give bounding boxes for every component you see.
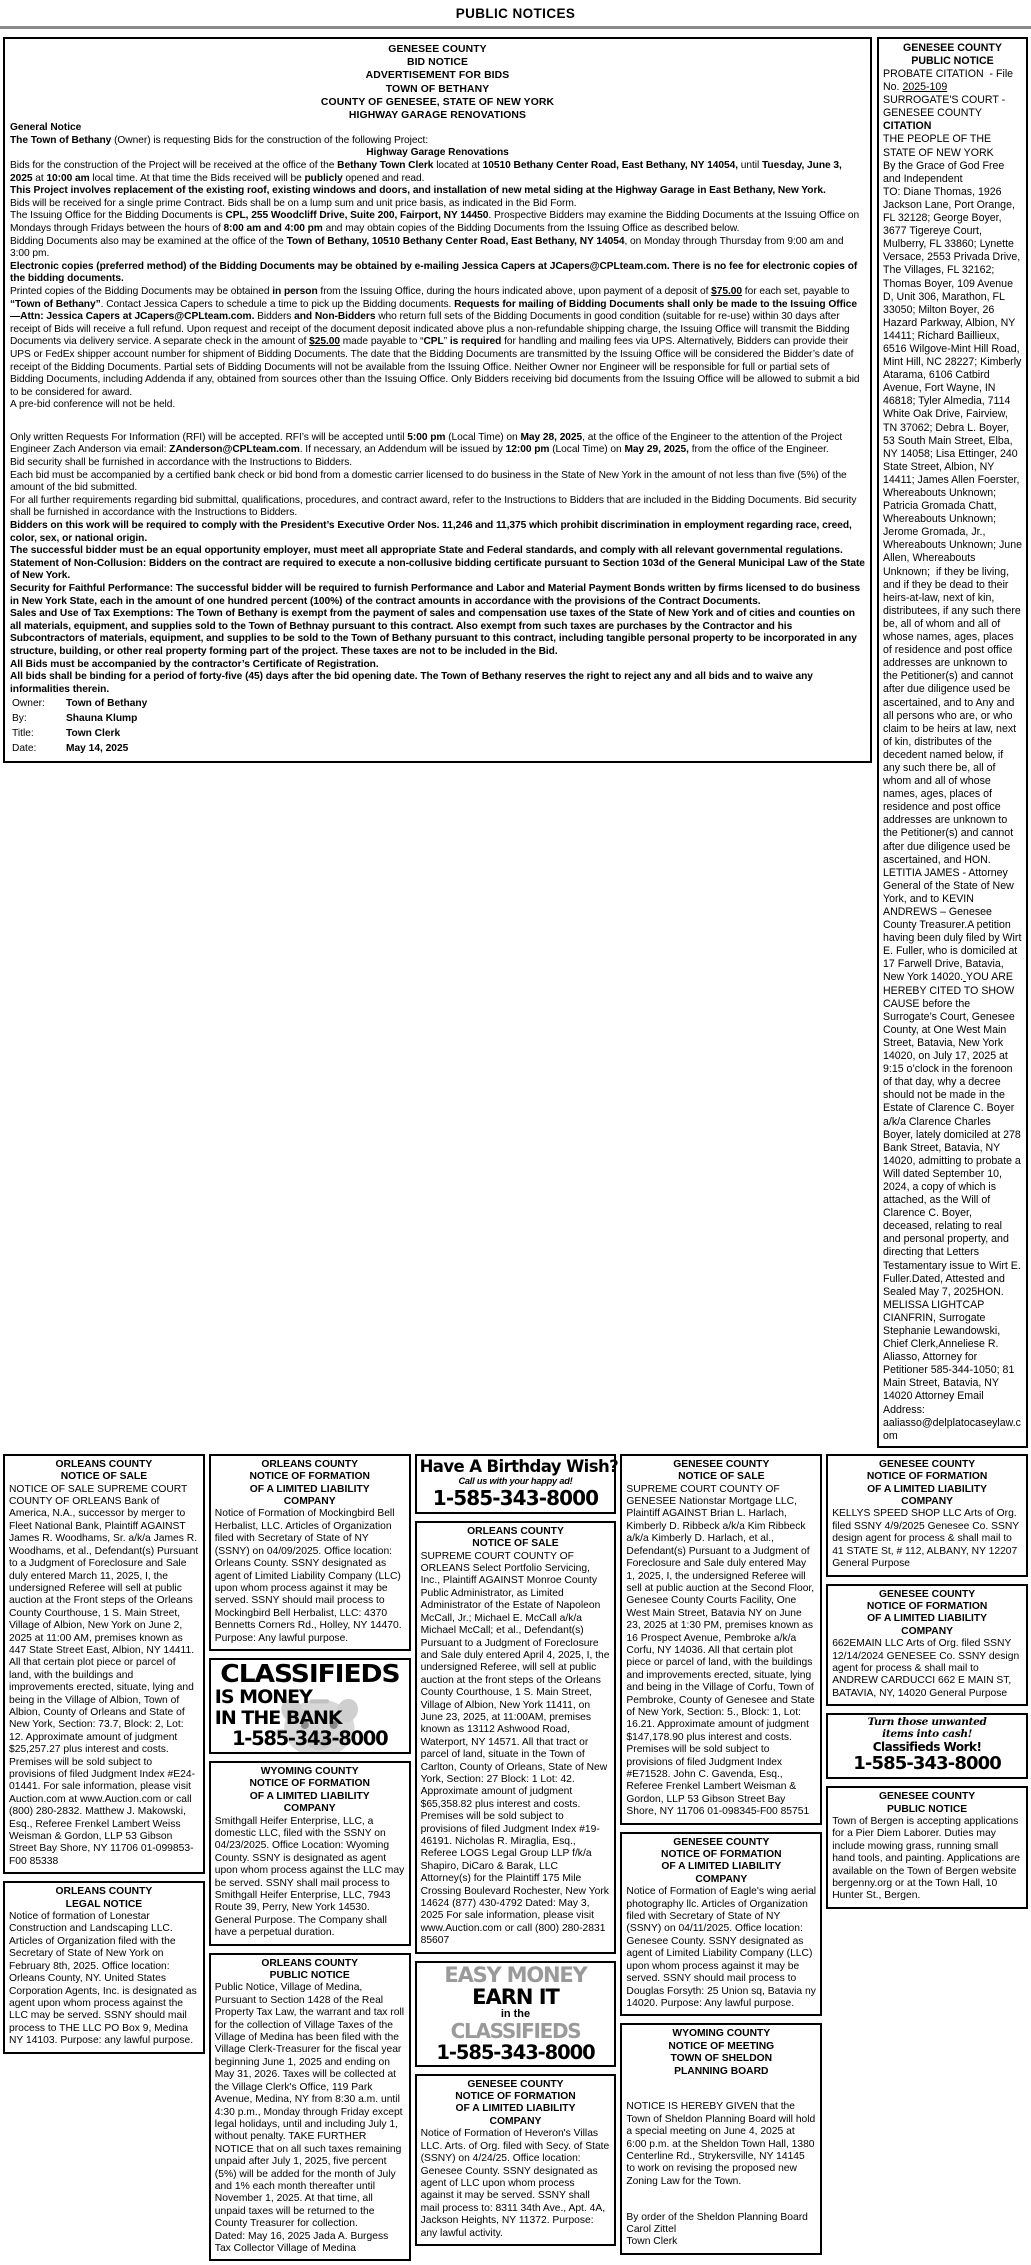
notice-card [415,1521,617,1954]
notice-title-line: NOTICE OF FORMATION [866,1471,988,1483]
bid-notice-heading [10,43,865,122]
notice-title-line: WYOMING COUNTY [260,1765,359,1777]
notice-title-line: NOTICE OF SALE [678,1471,765,1483]
notice-title-line: COMPANY [283,1803,336,1815]
notice-card [826,1786,1028,1909]
bid-paragraph: Bid security shall be furnished in accordance with the Instructions to Bidders. [10,457,353,469]
notice-column-5 [826,1454,1028,1909]
notice-title-line: OF A LIMITED LIABILITY [661,1861,782,1873]
top-notice-zone [0,37,1031,1448]
ad-line-1: Have A Birthday Wish? [419,1456,619,1476]
notice-title [832,1791,1022,1816]
notice-title [215,1958,405,1983]
notice-column-2 [209,1454,411,2262]
notice-body: SUPREME COURT COUNTY OF GENESEE Nationstar Mortgage LLC, Plaintiff AGAINST Brian L. Harlach, Kimberly D. Ribbeck a/k/a Kim Ribbeck a/k/a Kimberly D. Harlach, et al., Defendant(s) Pursuant to a Judgment of Foreclosure and Sale duly entered May 1, 2025, I, the undersigned Referee will sell at public auction at the Second Floor, Genesee County Courts Facility, One West Main Street, Batavia NY on June 23, 2025 at 1:30 PM, premises known as 16 Prospect Avenue, Pembroke a/k/a Corfu, NY 14036. All that certain plot piece or parcel of land, with the buildings and improvements erected, situate, lying and being in the Village of Corfu, Town of Pembroke, County of Genesee and State of New York, Section: 5., Block: 1, Lot: 16.21. Approximate amount of judgment $147,178.90 plus interest and costs. Premises will be sold subject to provisions of filed Judgment Index #E71528. John C. Gavenda, Esq., Referee Frenkel Lambert Weisman & Gordon, LLP 53 Gibson Street Bay Shore, NY 11706 01-098345-F00 85751 [626,1483,815,1818]
bid-paragraph: This Project involves replacement of the existing roof, existing windows and doors, and installation of new metal siding at the Highway Garage in East Bethany, New York. [10,185,826,197]
signature-row [12,713,147,726]
probate-body: PROBATE CITATION - File No. 2025-109 SURROGATE'S COURT - GENESEE COUNTY CITATION THE PEOPLE OF THE STATE OF NEW YORK By the Grace of God Free and Independent TO: Diane Thomas, 1926 Jackson Lane, Port Orange, FL 32128; George Boyer, 3677 Tigereye Court, Mulberry, FL 33860; Lynette Versace, 2553 Privada Drive, The Villages, FL 32162; Thomas Boyer, 109 Avenue D, Unit 306, Marathon, FL 33050; Milton Boyer, 26 Hazard Parkway, Albion, NY 14411; Richard Baillieux, 6516 Wilgove-Mint Hill Road, Mint Hill, NC 28227; Kimberly Atarama, 6106 Catbird Avenue, Fort Wayne, IN 46818; Tyler Almedia, 7114 White Oak Drive, Fairview, TN 37062; Debra L. Boyer, 53 South Main Street, Elba, NY 14058; Lisa Ettinger, 240 State Street, Albion, NY 14411; James Allen Foerster, Whereabouts Unknown; Patricia Gromada Chatt, Whereabouts Unknown; Jerome Gromada, Jr., Whereabouts Unknown; June Allen, Whereabouts Unknown; if they be living, and if they be dead to their heirs-at-law, next of kin, distributees, if any such there be, all of whom and all of whose names, ages, places of residence and post office addresses are unknown to the Petitioner(s) and cannot after due diligence used be ascertained, and to Any and all persons who are, or who claim to be heirs at law, next of kin, distributes of the decedent named below, if any such there be, all of whom and all of whose names, ages, places of residence and post office addresses are unknown to the Petitioner(s) and cannot after due diligence used be ascertained, and HON. LETITIA JAMES - Attorney General of the State of New York, and to KEVIN ANDREWS – Genesee County Treasurer.A petition having been duly filed by Wirt E. Fuller, who is domiciled at 17 Farwell Drive, Batavia, New York 14020. YOU ARE HEREBY CITED TO SHOW CAUSE before the Surrogate’s Court, Genesee County, at One West Main Street, Batavia, New York 14020, on July 17, 2025 at 9:15 o’clock in the forenoon of that day, why a decree should not be made in the Estate of Clarence C. Boyer a/k/a Clarence Charles Boyer, lately domiciled at 278 Bank Street, Batavia, NY 14020, admitting to probate a Will dated September 10, 2024, a copy of which is attached, as the Will of Clarence C. Boyer, deceased, relating to real and personal property, and directing that Letters Testamentary issue to Wirt E. Fuller.Dated, Attested and Sealed May 7, 2025HON. MELISSA LIGHTCAP CIANFRIN, Surrogate Stephanie Lewandowski, Chief Clerk,Anneliese R. Aliasso, Attorney for Petitioner 585-344-1050; 81 Main Street, Batavia, NY 14020 Attorney Email Address: aaliasso@delplatocaseylaw.com [883,68,1022,1442]
classified-notice-columns [0,1448,1031,2265]
notice-title-line: LEGAL NOTICE [65,1898,143,1910]
notice-title-line: NOTICE OF SALE [60,1471,148,1483]
bid-heading-line: GENESEE COUNTY [388,44,487,55]
notice-title [215,1459,405,1509]
bid-paragraph: Bids for the construction of the Project will be received at the office of the Bethany Town Clerk located at 10510 Bethany Center Road, East Bethany, NY 14054, until Tuesday, June 3, 2025 at 10:00 am local time. At that time the Bids received will be publicly opened and read. [10,160,842,184]
signature-row [12,728,147,741]
probate-citation-box [877,37,1028,1448]
notice-title-line: NOTICE OF SALE [472,1538,559,1550]
notice-title-line: COMPANY [283,1496,336,1508]
notice-title-line: NOTICE OF FORMATION [455,2091,576,2103]
notice-title-line: ORLEANS COUNTY [55,1886,153,1898]
notice-title-line: ORLEANS COUNTY [467,1525,564,1537]
notice-title-line: OF A LIMITED LIABILITY [867,1483,988,1495]
probate-title [883,42,1022,68]
bid-heading-line: TOWN OF BETHANY [385,83,490,95]
signature-value: Town of Bethany [66,698,148,710]
notice-title [421,1526,611,1551]
notice-card [3,1454,205,1874]
notice-title-line: GENESEE COUNTY [879,1791,976,1803]
notice-title-line: ORLEANS COUNTY [261,1458,359,1470]
notice-title [421,2079,611,2129]
ad-phone-number[interactable]: 1-585-343-8000 [232,1726,388,1750]
notice-title-line: OF A LIMITED LIABILITY [455,2103,576,2115]
ad-line-1: EASY MONEY [444,1962,587,1987]
bid-paragraph: A pre-bid conference will not be held. [10,399,176,411]
ad-line-2: items into cash! [882,1727,973,1740]
ad-line-4: CLASSIFIEDS [450,2018,581,2043]
ad-line-1: CLASSIFIEDS [220,1658,400,1688]
turn-unwanted-items-ad[interactable] [826,1713,1028,1779]
bid-paragraph: Bidding Documents also may be examined at the office of the Town of Bethany, 10510 Bethany Center Road, East Bethany, NY 14054, on Monday through Thursday from 9:00 am and 3:00 pm. [10,235,844,260]
notice-body: Town of Bergen is accepting applications for a Pier Diem Laborer. Duties may include mowing grass, running small hand tools, and painting. Applications are available on the Town of Bergen website bergenny.org or at the Town Hall, 10 Hunter St., Bergen. [832,1815,1020,1902]
bid-paragraph: Bidders on this work will be required to comply with the President’s Executive Order Nos. 11,246 and 11,375 which prohibit discrimination in employment regarding race, creed, color, sex, or national origin. [10,520,852,544]
notice-body: Notice of Formation of Heveron's Villas LLC. Arts. of Org. filed with Secy. of State (SSNY) on 4/24/25. Office location: Genesee County. SSNY designated as agent of LLC upon whom process against it may be served. SSNY shall mail process to: 8311 34th Ave., Apt. 4A, Jackson Heights, NY 11372. Purpose: any lawful activity. [420,2128,610,2239]
ad-line-2: EARN IT [472,1984,559,2009]
notice-title-line: GENESEE COUNTY [467,2078,564,2090]
signature-label: Date: [12,742,37,754]
bid-heading-line: COUNTY OF GENESEE, STATE OF NEW YORK [320,96,555,108]
ad-phone-number[interactable]: 1-585-343-8000 [432,1485,599,1510]
notice-title-line: ORLEANS COUNTY [261,1957,359,1969]
bid-paragraph: All bids shall be binding for a period of forty-five (45) days after the bid opening date. The Town of Bethany reserves the right to reject any and all bids and to waive any informalities therein. [10,671,813,695]
notice-title-line: TOWN OF SHELDON [670,2053,773,2065]
notice-title-line: PLANNING BOARD [674,2065,769,2077]
bid-paragraph: All Bids must be accompanied by the contractor’s Certificate of Registration. [10,658,379,670]
notice-title [626,1459,816,1484]
birthday-wish-ad[interactable] [415,1454,617,1514]
notice-card [620,1454,822,1825]
bid-notice-signature-block [10,696,149,757]
bid-paragraph: For all further requirements regarding bid submittal, qualifications, procedures, and contract award, refer to the Instructions to Bidders that are included in the Bidding Documents. Bid security shall be furnished in accordance with the Instructions to Bidders. [10,494,857,519]
notice-title-line: ORLEANS COUNTY [55,1458,153,1470]
signature-row [12,743,147,756]
bid-paragraph: The successful bidder must be an equal opportunity employer, must meet all appropriate State and Federal standards, and comply with all relevant governmental regulations. [10,545,843,557]
notice-card [209,1761,411,1946]
bid-paragraph: The Town of Bethany (Owner) is requesting Bids for the construction of the following Project: [10,134,429,146]
signature-value: Shauna Klump [66,713,138,725]
notice-body: Smithgall Heifer Enterprise, LLC, a domestic LLC, filed with the SSNY on 04/23/2025. Office Location: Wyoming County. SSNY is designated as agent upon whom process against the LLC may be served. SSNY shall mail process to Smithgall Heifer Enterprise, LLC, 7943 Route 39, Perry, New York 14530. General Purpose. The Company shall have a perpetual duration. [214,1815,405,1939]
notice-title-line: GENESEE COUNTY [673,1458,770,1470]
notice-title [832,1459,1022,1509]
notice-body: Notice of Formation of Mockingbird Bell Herbalist, LLC. Articles of Organization filed with Secretary of State of NY (SSNY) on 04/09/2025. Office location: Orleans County. SSNY designated as agent of Limited Liability Company (LLC) upon whom process against it may be served. SSNY should mail process to Mockingbird Bell Herbalist, LLC: 4370 Bennetts Corners Rd., Holley, NY 14470. Purpose: Any lawful purpose. [214,1508,402,1644]
signature-row [12,698,147,711]
notice-body: NOTICE IS HEREBY GIVEN that the Town of Sheldon Planning Board will hold a special meeting on June 4, 2025 at 6:00 p.m. at the Sheldon Town Hall, 1380 Centerline Rd., Strykersville, NY 14145 to work on revising the proposed new Zoning Law for the Town. By order of the Sheldon Planning Board Carol Zittel Town Clerk [626,2101,816,2248]
ad-line-3: IN THE BANK [214,1706,342,1729]
notice-column-3 [415,1454,617,2246]
notice-card [3,1881,205,2053]
bid-paragraph: Printed copies of the Bidding Documents may be obtained in person from the Issuing Office, during the hours indicated above, upon payment of a deposit of $75.00 for each set, payable to “Town of Bethany”. Contact Jessica Capers to schedule a time to pick up the Bidding documents. Requests for mailing of Bidding Documents shall only be made to the Issuing Office—Attn: Jessica Capers at JCapers@CPLteam.com. Bidders and Non-Bidders who return full sets of the Bidding Documents in good condition (suitable for re-use) within 30 days after receipt of Bids will receive a full refund. Upon request and receipt of the document deposit indicated above plus a non-refundable shipping charge, the Issuing Office will transmit the Bidding Documents via delivery service. A separate check in the amount of $25.00 made payable to “CPL” is required for handling and mailing fees via UPS. Alternatively, Bidders can provide their UPS or FedEx shipper account number for shipment of Bidding Documents. The date that the Bidding Documents are transmitted by the Issuing Office will be considered the Bidder’s date of receipt of the Bidding Documents. Partial sets of Bidding Documents will not be available from the Issuing Office. Neither Owner nor Engineer will be responsible for full or partial sets of Bidding Documents, including Addenda if any, obtained from sources other than the Issuing Office. Only Bidders receiving bid documents from the Issuing Office will be allowed to submit a bid to be considered for award. [10,285,860,398]
ad-line-1: Turn those unwanted [867,1716,987,1729]
ad-phone-number[interactable]: 1-585-343-8000 [853,1753,1001,1775]
notice-card [415,2074,617,2246]
signature-value: Town Clerk [66,727,121,739]
ad-line-3: in the [500,2007,531,2020]
bid-paragraph: Sales and Use of Tax Exemptions: The Town of Bethany is exempt from the payment of sales and compensation use taxes of the State of New York and of cities and counties on all materials, equipment, and supplies sold to the Town of Bethnay pursuant to this contract. Also exempt from such taxes are purchases by the Contractor and his Subcontractors of materials, equipment, and supplies to be sold to the Town of Bethany pursuant to this contract, including tangible personal property to be incorporated in any structure, building, or other real property forming part of the project. These taxes are not to be included in the Bid. [10,608,857,657]
bid-paragraph: Bids will be received for a single prime Contract. Bids shall be on a lump sum and unit price basis, as indicated in the Bid Form. [10,197,577,209]
notice-title [9,1459,199,1484]
notice-title-line: OF A LIMITED LIABILITY [867,1613,988,1625]
notice-title-line: COMPANY [901,1625,954,1637]
signature-label: Title: [12,727,34,739]
signature-label: Owner: [12,698,45,710]
signature-value: May 14, 2025 [66,742,129,754]
notice-title-line: NOTICE OF FORMATION [661,1849,782,1861]
notice-title-line: COMPANY [489,2115,542,2127]
notice-card [826,1584,1028,1707]
notice-title-line: NOTICE OF FORMATION [866,1600,988,1612]
notice-title-line: WYOMING COUNTY [672,2028,771,2040]
ad-phone-number[interactable]: 1-585-343-8000 [436,2040,595,2064]
bid-paragraph: Security for Faithful Performance: The successful bidder will be required to furnish Performance and Labor and Material Payment Bonds written by firms licensed to do business in New York State, each in the amount of one hundred percent (100%) of the contract amounts in accordance with the provisions of the Contract Documents. [10,583,861,607]
notice-title [832,1589,1022,1639]
bid-paragraph: Each bid must be accompanied by a certified bank check or bid bond from a domestic carrier licensed to do business in the State of New York in the amount of not less than five (5%) of the amount of the bid submitted. [10,469,847,494]
bid-paragraph: The Issuing Office for the Bidding Documents is CPL, 255 Woodcliff Drive, Suite 200, Fairport, NY 14450. Prospective Bidders may examine the Bidding Documents at the Issuing Office on Mondays through Fridays between the hours of 8:00 am and 4:00 pm and may obtain copies of the Bidding Documents from the Issuing Office as described below. [10,210,860,234]
notice-title-line: GENESEE COUNTY [879,1458,976,1470]
notice-card [620,1832,822,2017]
notice-card [209,1454,411,1651]
notice-body: KELLYS SPEED SHOP LLC Arts of Org. filed SSNY 4/9/2025 Genesee Co. SSNY design agent for process & shall mail to 41 STATE St, # 112, ALBANY, NY 12207 General Purpose [832,1508,1019,1570]
notice-title-line: NOTICE OF FORMATION [249,1778,370,1790]
notice-title-line: NOTICE OF MEETING [668,2040,775,2052]
notice-body: Notice of Formation of Eagle's wing aerial photography llc. Articles of Organization filed with Secretary of State of NY (SSNY) on 04/11/2025. Office location: Genesee County. SSNY designated as agent of Limited Liability Company (LLC) upon whom process against it may be served. SSNY should mail process to Douglas Forsyth: 25 Union sq, Batavia ny 14020. Purpose: Any lawful purpose. [626,1886,817,2009]
classifieds-money-in-the-bank-ad[interactable] [209,1658,411,1754]
bid-heading-line: BID NOTICE [406,57,469,69]
bid-paragraph-gap [10,412,865,432]
notice-column-1 [3,1454,205,2054]
notice-title-line: OF A LIMITED LIABILITY [249,1483,370,1495]
notice-title-line: PUBLIC NOTICE [887,1803,968,1815]
bid-paragraph: Only written Requests For Information (RFI) will be accepted. RFI’s will be accepted until 5:00 pm (Local Time) on May 28, 2025, at the office of the Engineer to the attention of the Project Engineer Zach Anderson via email: ZAnderson@CPLteam.com. If necessary, an Addendum will be issued by 12:00 pm (Local Time) on May 29, 2025, from the office of the Engineer. [10,431,843,456]
notice-title-line: GENESEE COUNTY [879,1588,976,1600]
signature-label: By: [12,713,27,725]
notice-title [626,2028,816,2078]
notice-title [626,1837,816,1887]
ad-line-2: Call us with your happy ad! [458,1475,573,1486]
probate-title-line: GENESEE COUNTY [903,42,1002,54]
notice-body: NOTICE OF SALE SUPREME COURT COUNTY OF ORLEANS Bank of America, N.A., successor by merger to Fleet National Bank, Plaintiff AGAINST James R. Woodhams, Sr. a/k/a James R. Woodhams, et al., Defendant(s) Pursuant to a Judgment of Foreclosure and Sale duly entered March 11, 2025, I, the undersigned Referee will sell at public auction at the Front steps of the Orleans County Courthouse, 1 S. Main Street, Village of Albion, New York on June 2, 2025 at 11:00 AM, premises known as 447 State Street East, Albion, NY 14411. All that certain plot piece or parcel of land, with the buildings and improvements erected, situate, lying and being in the Village of Albion, Town of Albion, County of Orleans and State of New York, Section: 73.7, Block: 2, Lot: 12. Approximate amount of judgment $25,257.27 plus interest and costs. Premises will be sold subject to provisions of filed Judgment Index #E24-01441. For sale information, please visit Auction.com at www.Auction.com or call (800) 280-2832. Matthew J. Makowski, Esq., Referee Frenkel Lambert Weiss Weisman & Gordon, LLP 53 Gibson Street Bay Shore, NY 11706 01-099853-F00 85338 [9,1483,199,1867]
probate-title-line: PUBLIC NOTICE [911,55,994,67]
notice-title [215,1766,405,1816]
notice-title [9,1886,199,1911]
bid-heading-line: ADVERTISEMENT FOR BIDS [365,70,510,82]
easy-money-classifieds-ad[interactable] [415,1961,617,2067]
notice-body: Public Notice, Village of Medina, Pursuant to Section 1428 of the Real Property Tax Law, the warrant and tax roll for the collection of Village Taxes of the Village of Medina has been filed with the Village Clerk-Treasurer for the fiscal year beginning June 1, 2025 and ending on May 31, 2026. Taxes will be collected at the Village Clerk's Office, 119 Park Avenue, Medina, NY from 8:30 a.m. until 4:30 p.m., Monday through Friday except legal holidays, until and including July 1, without penalty. TAKE FURTHER NOTICE that on all such taxes remaining unpaid after July 1, 2025, five percent (5%) will be added for the month of July and 1% each month thereafter until November 1, 2025. At that time, all unpaid taxes will be returned to the County Treasurer for collection. Dated: May 16, 2025 Jada A. Burgess Tax Collector Village of Medina [214,1982,405,2254]
notice-card [826,1454,1028,1577]
notice-title-line: NOTICE OF FORMATION [249,1471,370,1483]
notice-body: 662EMAIN LLC Arts of Org. filed SSNY 12/14/2024 GENESEE Co. SSNY design agent for process & shall mail to ANDREW CARDUCCI 662 E MAIN ST, BATAVIA, NY, 14020 General Purpose [832,1638,1020,1699]
bid-notice-box [3,37,872,763]
bid-heading-line: HIGHWAY GARAGE RENOVATIONS [348,110,527,122]
notice-title-line: PUBLIC NOTICE [269,1970,350,1982]
notice-title-line: OF A LIMITED LIABILITY [249,1790,370,1802]
notice-title-line: COMPANY [695,1873,748,1885]
notice-title-line: COMPANY [901,1496,954,1508]
bid-paragraph: Highway Garage Renovations [366,147,509,159]
bid-paragraph: Electronic copies (preferred method) of the Bidding Documents may be obtained by e-mailing Jessica Capers at JCapers@CPLteam.com. There is no fee for electronic copies of the bidding documents. [10,260,858,285]
notice-body: SUPREME COURT COUNTY OF ORLEANS Select Portfolio Servicing, Inc., Plaintiff AGAINST Monroe County Public Administrator, as Limited Administrator of the Estate of Napoleon McCall, Jr.; Michael E. McCall a/k/a Michael McCall; et al., Defendant(s) Pursuant to a Judgment of Foreclosure and Sale duly entered April 4, 2025, I, the undersigned Referee, will sell at public auction at the front steps of the Orleans County Courthouse, 1 S. Main Street, Village of Albion, New York 11411, on June 23, 2025, at 11:00AM, premises known as 13112 Ashwood Road, Waterport, NY 14571. All that tract or parcel of land, situate in the Town of Carlton, County of Orleans, State of New York, Section: 27 Block: 1 Lot: 42. Approximate amount of judgment $65,358.82 plus interest and costs. Premises will be sold subject to provisions of filed Judgment Index #19-46191. Nicholas R. Miraglia, Esq., Referee LOGS Legal Group LLP f/k/a Shapiro, DiCaro & Barak, LLC Attorney(s) for the Plaintiff 175 Mile Crossing Boulevard Rochester, New York 14624 (877) 430-4792 Dated: May 3, 2025 For sale information, please visit www.Auction.com or call (800) 280-2831 85607 [420,1550,610,1947]
notice-column-4 [620,1454,822,2255]
bid-paragraph: General Notice [10,122,82,134]
bid-notice-body [10,122,865,696]
notice-card [620,2023,822,2255]
notice-card [209,1953,411,2262]
ad-line-3: Classifieds Work! [872,1740,982,1755]
ad-line-2: IS MONEY [214,1685,312,1708]
notice-title-line: GENESEE COUNTY [673,1836,770,1848]
masthead-divider [0,26,1031,29]
bid-paragraph: Statement of Non-Collusion: Bidders on the contract are required to execute a non-collusive bidding certificate pursuant to Section 103d of the General Municipal Law of the State of New York. [10,557,865,582]
notice-body: Notice of formation of Lonestar Construction and Landscaping LLC. Articles of Organization filed with the Secretary of State of New York on February 8th, 2025. Office location: Orleans County, NY. United States Corporation Agents, Inc. is designated as agent upon whom process against the LLC may be served. SSNY should mail process to THE LLC PO Box 9, Medina NY 14103. Purpose: any lawful purpose. [9,1911,197,2047]
page-title: PUBLIC NOTICES [455,6,576,21]
